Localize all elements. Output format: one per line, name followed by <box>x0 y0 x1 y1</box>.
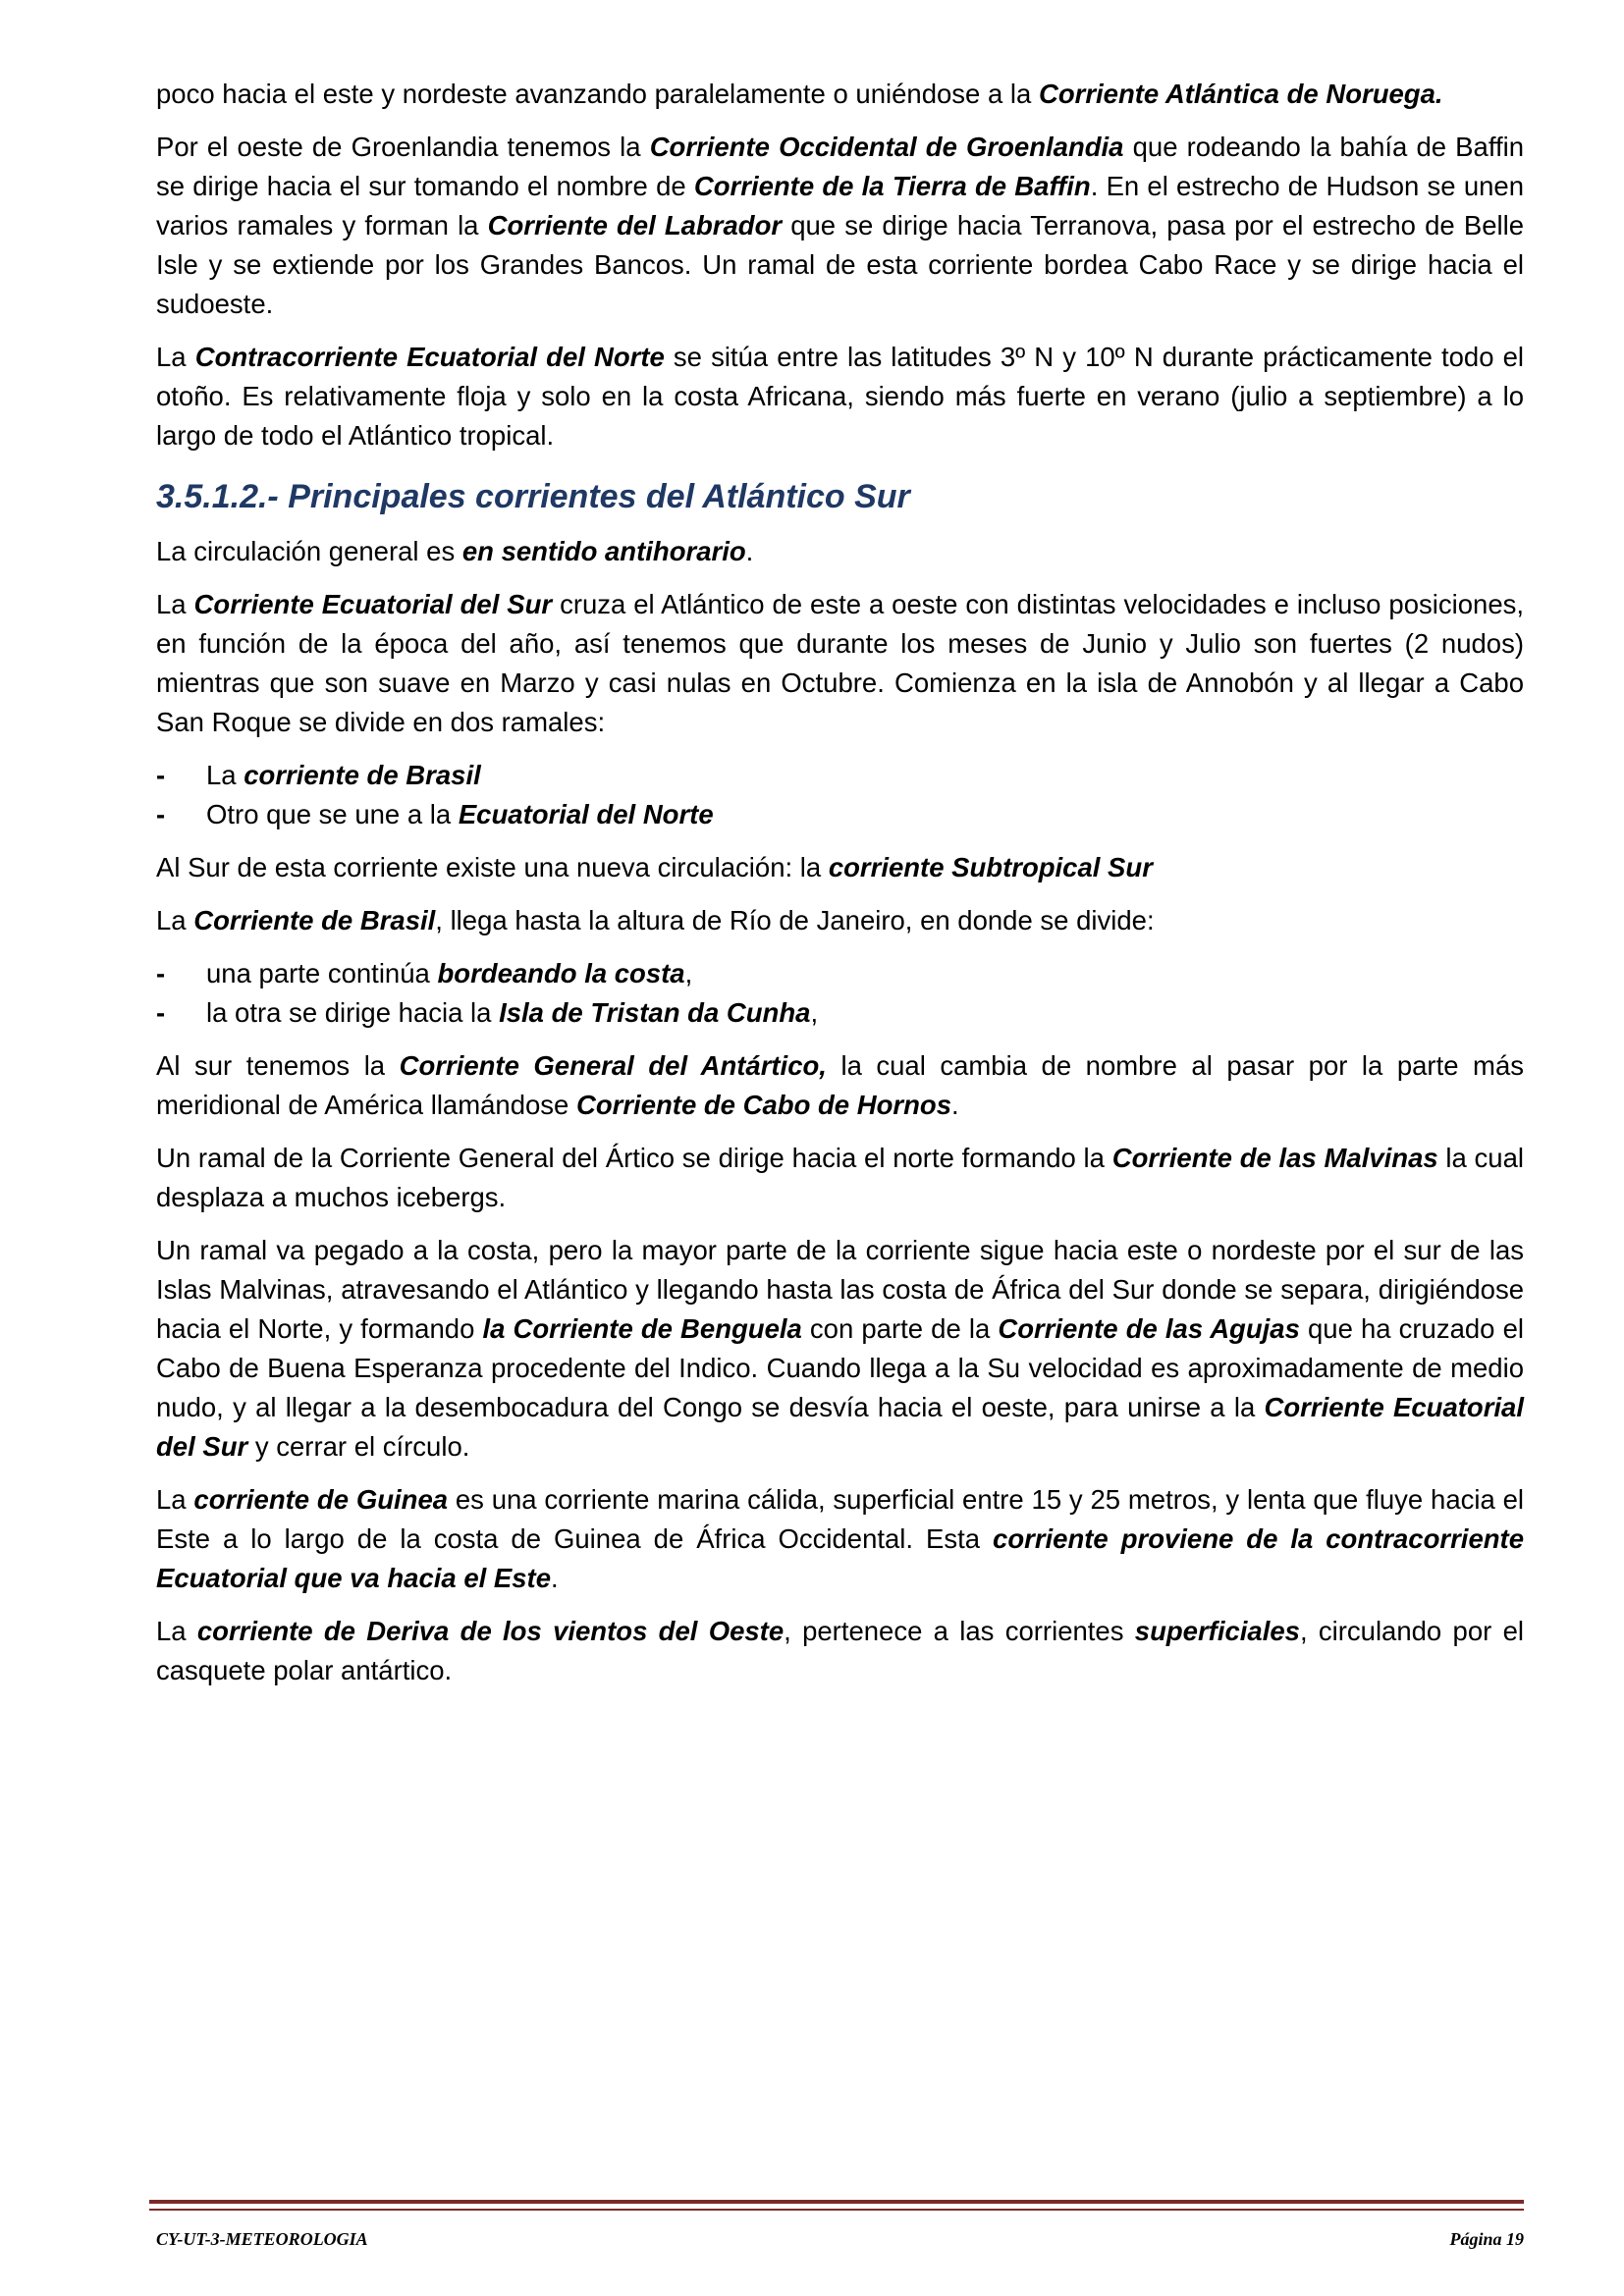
footer-document-code: CY-UT-3-METEOROLOGIA <box>156 2229 368 2249</box>
paragraph-ecuatorial-sur <box>156 585 1524 742</box>
text-run: que rodeando la bahía de Baffin se dirige hacia el sur tomando el nombre de <box>156 132 1525 201</box>
text-run: La <box>156 1484 194 1515</box>
emphasis-run: Corriente de la Tierra de Baffin <box>693 171 1091 201</box>
text-run: La <box>156 342 195 372</box>
emphasis-run: Ecuatorial del Norte <box>458 799 714 829</box>
text-run: cruza el Atlántico de este a oeste con distintas velocidades e incluso posiciones, en función de la época del año, así tenemos que durante los meses de Junio y Julio son fuertes (2 nudos) mientras que son suave en Marzo y casi nulas en Octubre. Comienza en la isla de Annobón y al llegar a Cabo San Roque se divide en dos ramales: <box>156 589 1524 737</box>
emphasis-run: corriente proviene de la contracorriente Ecuatorial que va hacia el Este <box>156 1523 1524 1593</box>
text-run: la otra se dirige hacia la <box>206 997 500 1028</box>
emphasis-run: Isla de Tristan da Cunha <box>499 997 811 1028</box>
text-run: y cerrar el círculo. <box>247 1431 470 1462</box>
emphasis-run: corriente Subtropical Sur <box>828 852 1153 882</box>
text-run: . <box>551 1563 559 1593</box>
text-run: La <box>156 1616 197 1646</box>
emphasis-run: corriente de Guinea <box>193 1484 449 1515</box>
text-run: La <box>206 760 244 790</box>
paragraph-malvinas <box>156 1139 1524 1217</box>
emphasis-run: corriente de Deriva de los vientos del Oeste <box>196 1616 785 1646</box>
emphasis-run: Corriente de Brasil <box>193 905 436 935</box>
text-run: la cual desplaza a muchos icebergs. <box>156 1143 1525 1212</box>
section-heading: 3.5.1.2.- Principales corrientes del Atlántico Sur <box>156 478 910 515</box>
paragraph-brasil <box>156 901 1524 940</box>
emphasis-run: Corriente del Labrador <box>487 210 783 240</box>
emphasis-run: Contracorriente Ecuatorial del Norte <box>194 342 665 372</box>
list-item <box>156 954 1524 993</box>
dash-bullet: - <box>156 799 166 829</box>
emphasis-run: Corriente Atlántica de Noruega. <box>1038 79 1443 109</box>
emphasis-run: bordeando la costa <box>437 958 685 988</box>
list-item <box>156 993 1524 1033</box>
text-run: . <box>951 1090 959 1120</box>
emphasis-run: Corriente de las Malvinas <box>1111 1143 1438 1173</box>
text-run: una parte continúa <box>206 958 438 988</box>
text-run: La <box>156 905 194 935</box>
dash-list-ramales <box>156 756 1524 834</box>
footer-rule-thick <box>149 2200 1524 2204</box>
text-run: Un ramal va pegado a la costa, pero la mayor parte de la corriente sigue hacia este o nordeste por el sur de las Islas Malvinas, atravesando el Atlántico y llegando hasta las costa de África del Sur donde se separa, dirigiéndose hacia el Norte, y formando <box>156 1235 1524 1344</box>
text-run: , <box>684 958 693 988</box>
document-body <box>156 75 1524 1704</box>
text-run: La <box>156 589 194 619</box>
text-run: con parte de la <box>801 1313 999 1344</box>
text-run: La circulación general es <box>156 536 462 566</box>
text-run: Un ramal de la Corriente General del Ártico se dirige hacia el norte formando la <box>156 1143 1112 1173</box>
dash-bullet: - <box>156 958 166 988</box>
dash-list-division <box>156 954 1524 1033</box>
emphasis-run: corriente de Brasil <box>244 760 481 790</box>
paragraph-benguela <box>156 1231 1524 1467</box>
emphasis-run: Corriente de las Agujas <box>998 1313 1300 1344</box>
text-run: Al sur tenemos la <box>156 1050 400 1081</box>
paragraph-noruega <box>156 75 1524 114</box>
emphasis-run: Corriente General del Antártico, <box>399 1050 827 1081</box>
dash-bullet: - <box>156 760 166 790</box>
footer-page-number: Página 19 <box>1449 2229 1524 2249</box>
text-run: se sitúa entre las latitudes 3º N y 10º N durante prácticamente todo el otoño. Es relativamente floja y solo en la costa Africana, siendo más fuerte en verano (julio a septiembre) a lo largo de todo el Atlántico tropical. <box>156 342 1525 451</box>
dash-bullet: - <box>156 997 166 1028</box>
paragraph-antartico <box>156 1046 1524 1125</box>
text-run: poco hacia el este y nordeste avanzando paralelamente o uniéndose a la <box>156 79 1039 109</box>
emphasis-run: Corriente Ecuatorial del Sur <box>193 589 553 619</box>
text-run: , <box>810 997 819 1028</box>
paragraph-deriva <box>156 1612 1524 1690</box>
paragraph-contracorriente <box>156 338 1524 455</box>
paragraph-circulacion <box>156 532 1524 571</box>
emphasis-run: Corriente Ecuatorial del Sur <box>156 1392 1524 1462</box>
emphasis-run: Corriente Occidental de Groenlandia <box>649 132 1124 162</box>
text-run: , pertenece a las corrientes <box>784 1616 1135 1646</box>
emphasis-run: la Corriente de Benguela <box>482 1313 802 1344</box>
text-run: que ha cruzado el Cabo de Buena Esperanza procedente del Indico. Cuando llega a la Su velocidad es aproximadamente de medio nudo, y al llegar a la desembocadura del Congo se desvía hacia el oeste, para unirse a la <box>156 1313 1524 1422</box>
text-run: . <box>745 536 754 566</box>
footer-rule-thin <box>149 2209 1524 2211</box>
text-run: Otro que se une a la <box>206 799 459 829</box>
paragraph-guinea <box>156 1480 1524 1598</box>
text-run: . En el estrecho de Hudson se unen varios ramales y forman la <box>156 171 1524 240</box>
paragraph-subtropical <box>156 848 1524 887</box>
list-item <box>156 795 1524 834</box>
text-run: la cual cambia de nombre al pasar por la parte más meridional de América llamándose <box>156 1050 1525 1120</box>
emphasis-run: en sentido antihorario <box>461 536 746 566</box>
text-run: Por el oeste de Groenlandia tenemos la <box>156 132 650 162</box>
text-run: que se dirige hacia Terranova, pasa por el estrecho de Belle Isle y se extiende por los Grandes Bancos. Un ramal de esta corriente bordea Cabo Race y se dirige hacia el sudoeste. <box>156 210 1524 319</box>
text-run: , circulando por el casquete polar antártico. <box>156 1616 1524 1685</box>
paragraph-groenlandia <box>156 128 1524 324</box>
text-run: es una corriente marina cálida, superficial entre 15 y 25 metros, y lenta que fluye hacia el Este a lo largo de la costa de Guinea de África Occidental. Esta <box>156 1484 1524 1554</box>
text-run: Al Sur de esta corriente existe una nueva circulación: la <box>156 852 829 882</box>
text-run: , llega hasta la altura de Río de Janeiro, en donde se divide: <box>435 905 1155 935</box>
emphasis-run: Corriente de Cabo de Hornos <box>576 1090 951 1120</box>
emphasis-run: superficiales <box>1134 1616 1300 1646</box>
list-item <box>156 756 1524 795</box>
